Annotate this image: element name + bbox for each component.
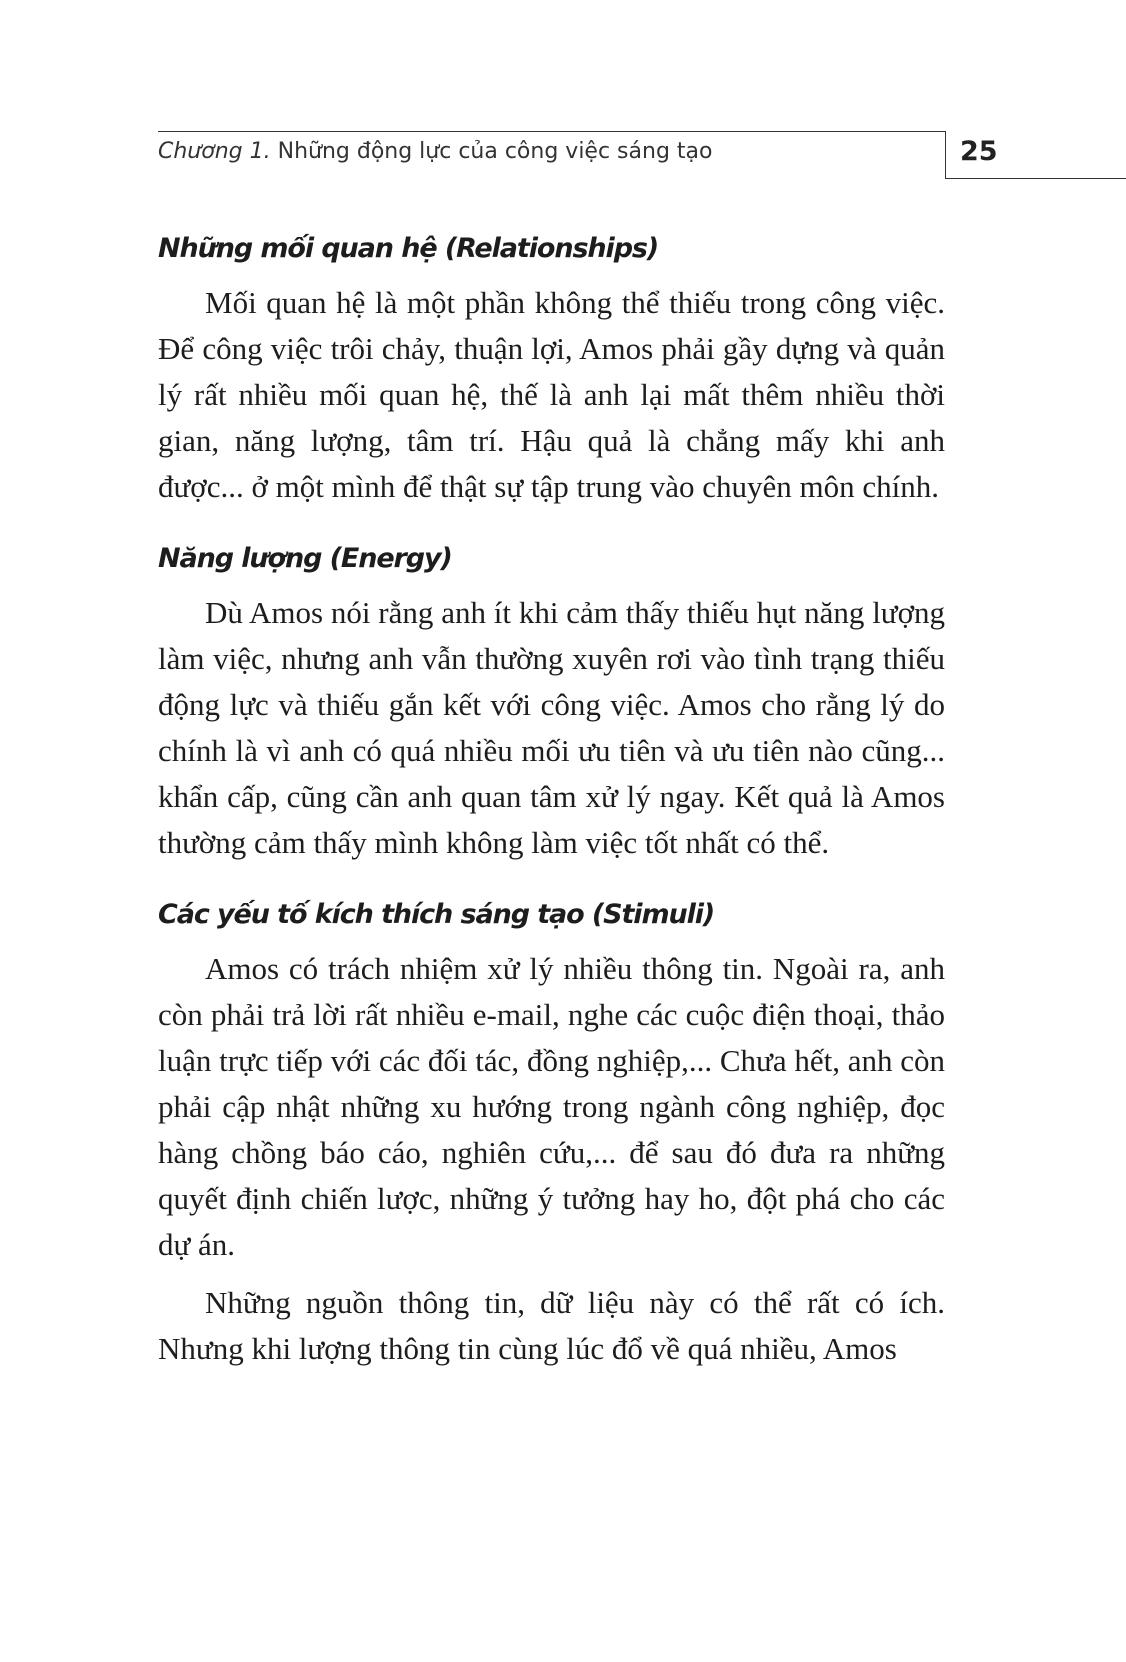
section-heading: Năng lượng (Energy) [158,543,452,574]
body-paragraph: Mối quan hệ là một phần không thể thiếu trong công việc. Để công việc trôi chảy, thuận lợi, Amos phải gầy dựng và quản lý rất nhiều mối quan hệ, thế là anh lại mất thêm nhiều thời gian, năng lượng, tâm trí. Hậu quả là chẳng mấy khi anh được... ở một mình để thật sự tập trung vào chuyên môn chính. [158,285,945,504]
header-rule-top [158,131,946,132]
section-heading: Những mối quan hệ (Relationships) [158,233,659,264]
running-header [0,0,1126,200]
chapter-heading [158,139,712,164]
section-heading: Các yếu tố kích thích sáng tạo (Stimuli) [158,899,715,930]
body-paragraph: Amos có trách nhiệm xử lý nhiều thông tin. Ngoài ra, anh còn phải trả lời rất nhiều e-mail, nghe các cuộc điện thoại, thảo luận trực tiếp với các đối tác, đồng nghiệp,... Chưa hết, anh còn phải cập nhật những xu hướng trong ngành công nghiệp, đọc hàng chồng báo cáo, nghiên cứu,... để sau đó đưa ra những quyết định chiến lược, những ý tưởng hay ho, đột phá cho các dự án. [158,951,945,1262]
section-relationships [158,226,945,510]
header-rule-divider [945,131,946,179]
chapter-title: Những động lực của công việc sáng tạo [277,139,713,164]
section-stimuli [158,892,945,1372]
body-paragraph: Dù Amos nói rằng anh ít khi cảm thấy thiếu hụt năng lượng làm việc, nhưng anh vẫn thường xuyên rơi vào tình trạng thiếu động lực và thiếu gắn kết với công việc. Amos cho rằng lý do chính là vì anh có quá nhiều mối ưu tiên và ưu tiên nào cũng... khẩn cấp, cũng cần anh quan tâm xử lý ngay. Kết quả là Amos thường cảm thấy mình không làm việc tốt nhất có thể. [158,595,945,860]
chapter-label: Chương 1. [158,139,271,164]
body-paragraph: Những nguồn thông tin, dữ liệu này có thể rất có ích. Nhưng khi lượng thông tin cùng lúc đổ về quá nhiều, Amos [158,1285,945,1366]
header-rule-bottom [945,178,1126,179]
page-number: 25 [960,136,998,167]
page-body [158,226,945,1372]
section-energy [158,536,945,866]
